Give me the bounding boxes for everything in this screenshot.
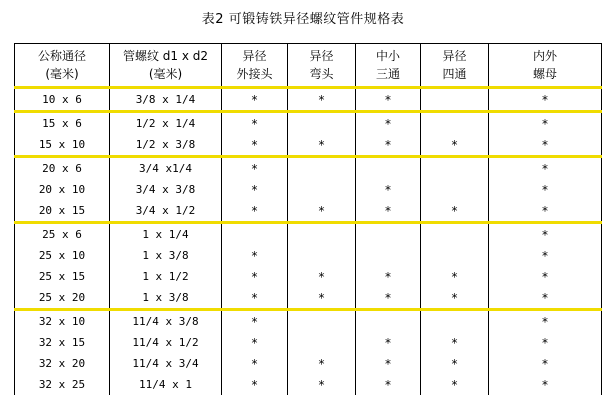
cell-nominal-diameter: 20 x 10 (15, 179, 110, 200)
header-row (15, 44, 602, 88)
cell-reducing-tee: * (356, 179, 421, 200)
cell-reducing-coupling: * (222, 287, 288, 310)
cell-bushing: * (489, 179, 602, 200)
cell-reducing-cross (421, 179, 489, 200)
col-header-reducing-cross: 异径 四通 (421, 44, 489, 88)
cell-nominal-diameter: 32 x 25 (15, 374, 110, 395)
cell-reducing-coupling: * (222, 374, 288, 395)
cell-nominal-diameter: 32 x 10 (15, 310, 110, 333)
cell-reducing-elbow (288, 179, 356, 200)
col-header-reducing-elbow: 异径 弯头 (288, 44, 356, 88)
cell-reducing-tee: * (356, 353, 421, 374)
cell-reducing-cross (421, 112, 489, 135)
cell-pipe-thread: 3/4 x 1/2 (110, 200, 222, 223)
cell-reducing-cross: * (421, 287, 489, 310)
cell-reducing-tee (356, 223, 421, 246)
cell-nominal-diameter: 32 x 15 (15, 332, 110, 353)
cell-reducing-tee: * (356, 287, 421, 310)
cell-pipe-thread: 3/8 x 1/4 (110, 88, 222, 112)
cell-nominal-diameter: 10 x 6 (15, 88, 110, 112)
fittings-spec-table (14, 43, 602, 395)
cell-reducing-cross (421, 88, 489, 112)
cell-pipe-thread: 1/2 x 1/4 (110, 112, 222, 135)
table-row (15, 287, 602, 310)
col-header-bushing: 内外 螺母 (489, 44, 602, 88)
cell-pipe-thread: 11/4 x 3/4 (110, 353, 222, 374)
table-row (15, 112, 602, 135)
cell-reducing-coupling: * (222, 134, 288, 157)
cell-reducing-coupling: * (222, 353, 288, 374)
cell-reducing-cross: * (421, 134, 489, 157)
cell-reducing-cross: * (421, 200, 489, 223)
cell-bushing: * (489, 88, 602, 112)
table-body (15, 88, 602, 396)
cell-bushing: * (489, 134, 602, 157)
table-row (15, 245, 602, 266)
cell-reducing-elbow: * (288, 287, 356, 310)
cell-reducing-coupling: * (222, 112, 288, 135)
cell-reducing-coupling: * (222, 245, 288, 266)
cell-reducing-coupling (222, 223, 288, 246)
cell-pipe-thread: 11/4 x 1 (110, 374, 222, 395)
cell-reducing-cross: * (421, 374, 489, 395)
table-row (15, 223, 602, 246)
cell-reducing-elbow (288, 223, 356, 246)
cell-reducing-coupling: * (222, 266, 288, 287)
cell-reducing-elbow: * (288, 200, 356, 223)
cell-reducing-tee: * (356, 112, 421, 135)
cell-bushing: * (489, 200, 602, 223)
cell-bushing: * (489, 266, 602, 287)
cell-reducing-elbow: * (288, 374, 356, 395)
cell-reducing-elbow (288, 245, 356, 266)
cell-bushing: * (489, 353, 602, 374)
cell-nominal-diameter: 25 x 10 (15, 245, 110, 266)
col-header-reducing-tee: 中小 三通 (356, 44, 421, 88)
cell-pipe-thread: 1 x 3/8 (110, 287, 222, 310)
cell-reducing-tee: * (356, 332, 421, 353)
cell-reducing-elbow (288, 157, 356, 180)
cell-nominal-diameter: 20 x 15 (15, 200, 110, 223)
cell-reducing-elbow: * (288, 88, 356, 112)
cell-nominal-diameter: 25 x 15 (15, 266, 110, 287)
cell-reducing-coupling: * (222, 157, 288, 180)
cell-reducing-tee (356, 157, 421, 180)
cell-reducing-tee: * (356, 134, 421, 157)
cell-nominal-diameter: 32 x 20 (15, 353, 110, 374)
cell-nominal-diameter: 25 x 6 (15, 223, 110, 246)
cell-bushing: * (489, 287, 602, 310)
cell-reducing-tee (356, 310, 421, 333)
cell-bushing: * (489, 374, 602, 395)
table-row (15, 266, 602, 287)
table-row (15, 310, 602, 333)
cell-pipe-thread: 1 x 1/4 (110, 223, 222, 246)
cell-reducing-tee (356, 245, 421, 266)
cell-reducing-cross: * (421, 266, 489, 287)
cell-bushing: * (489, 112, 602, 135)
table-row (15, 88, 602, 112)
cell-bushing: * (489, 245, 602, 266)
col-header-pipe-thread: 管螺纹 d1 x d2 (毫米) (110, 44, 222, 88)
cell-pipe-thread: 11/4 x 1/2 (110, 332, 222, 353)
cell-bushing: * (489, 332, 602, 353)
cell-bushing: * (489, 310, 602, 333)
col-header-nominal-diameter: 公称通径 (毫米) (15, 44, 110, 88)
cell-reducing-tee: * (356, 88, 421, 112)
cell-reducing-tee: * (356, 374, 421, 395)
cell-reducing-cross (421, 157, 489, 180)
cell-pipe-thread: 1/2 x 3/8 (110, 134, 222, 157)
table-title: 表2 可锻铸铁异径螺纹管件规格表 (201, 12, 405, 27)
table-row (15, 374, 602, 395)
cell-reducing-cross (421, 310, 489, 333)
cell-nominal-diameter: 20 x 6 (15, 157, 110, 180)
cell-pipe-thread: 1 x 3/8 (110, 245, 222, 266)
table-row (15, 134, 602, 157)
cell-pipe-thread: 11/4 x 3/8 (110, 310, 222, 333)
cell-pipe-thread: 3/4 x 3/8 (110, 179, 222, 200)
cell-reducing-coupling: * (222, 179, 288, 200)
cell-reducing-tee: * (356, 200, 421, 223)
cell-reducing-elbow (288, 112, 356, 135)
cell-reducing-tee: * (356, 266, 421, 287)
cell-reducing-cross: * (421, 332, 489, 353)
table-row (15, 353, 602, 374)
cell-reducing-elbow: * (288, 266, 356, 287)
cell-bushing: * (489, 223, 602, 246)
cell-reducing-elbow: * (288, 134, 356, 157)
table-row (15, 179, 602, 200)
cell-nominal-diameter: 25 x 20 (15, 287, 110, 310)
cell-reducing-cross (421, 223, 489, 246)
table-row (15, 332, 602, 353)
cell-reducing-elbow (288, 332, 356, 353)
cell-pipe-thread: 1 x 1/2 (110, 266, 222, 287)
cell-reducing-elbow: * (288, 353, 356, 374)
cell-reducing-coupling: * (222, 310, 288, 333)
cell-reducing-coupling: * (222, 200, 288, 223)
cell-reducing-cross: * (421, 353, 489, 374)
cell-bushing: * (489, 157, 602, 180)
cell-nominal-diameter: 15 x 10 (15, 134, 110, 157)
cell-nominal-diameter: 15 x 6 (15, 112, 110, 135)
col-header-reducing-coupling: 异径 外接头 (222, 44, 288, 88)
cell-reducing-coupling: * (222, 332, 288, 353)
table-row (15, 157, 602, 180)
cell-reducing-coupling: * (222, 88, 288, 112)
table-row (15, 200, 602, 223)
cell-reducing-cross (421, 245, 489, 266)
cell-reducing-elbow (288, 310, 356, 333)
cell-pipe-thread: 3/4 x1/4 (110, 157, 222, 180)
